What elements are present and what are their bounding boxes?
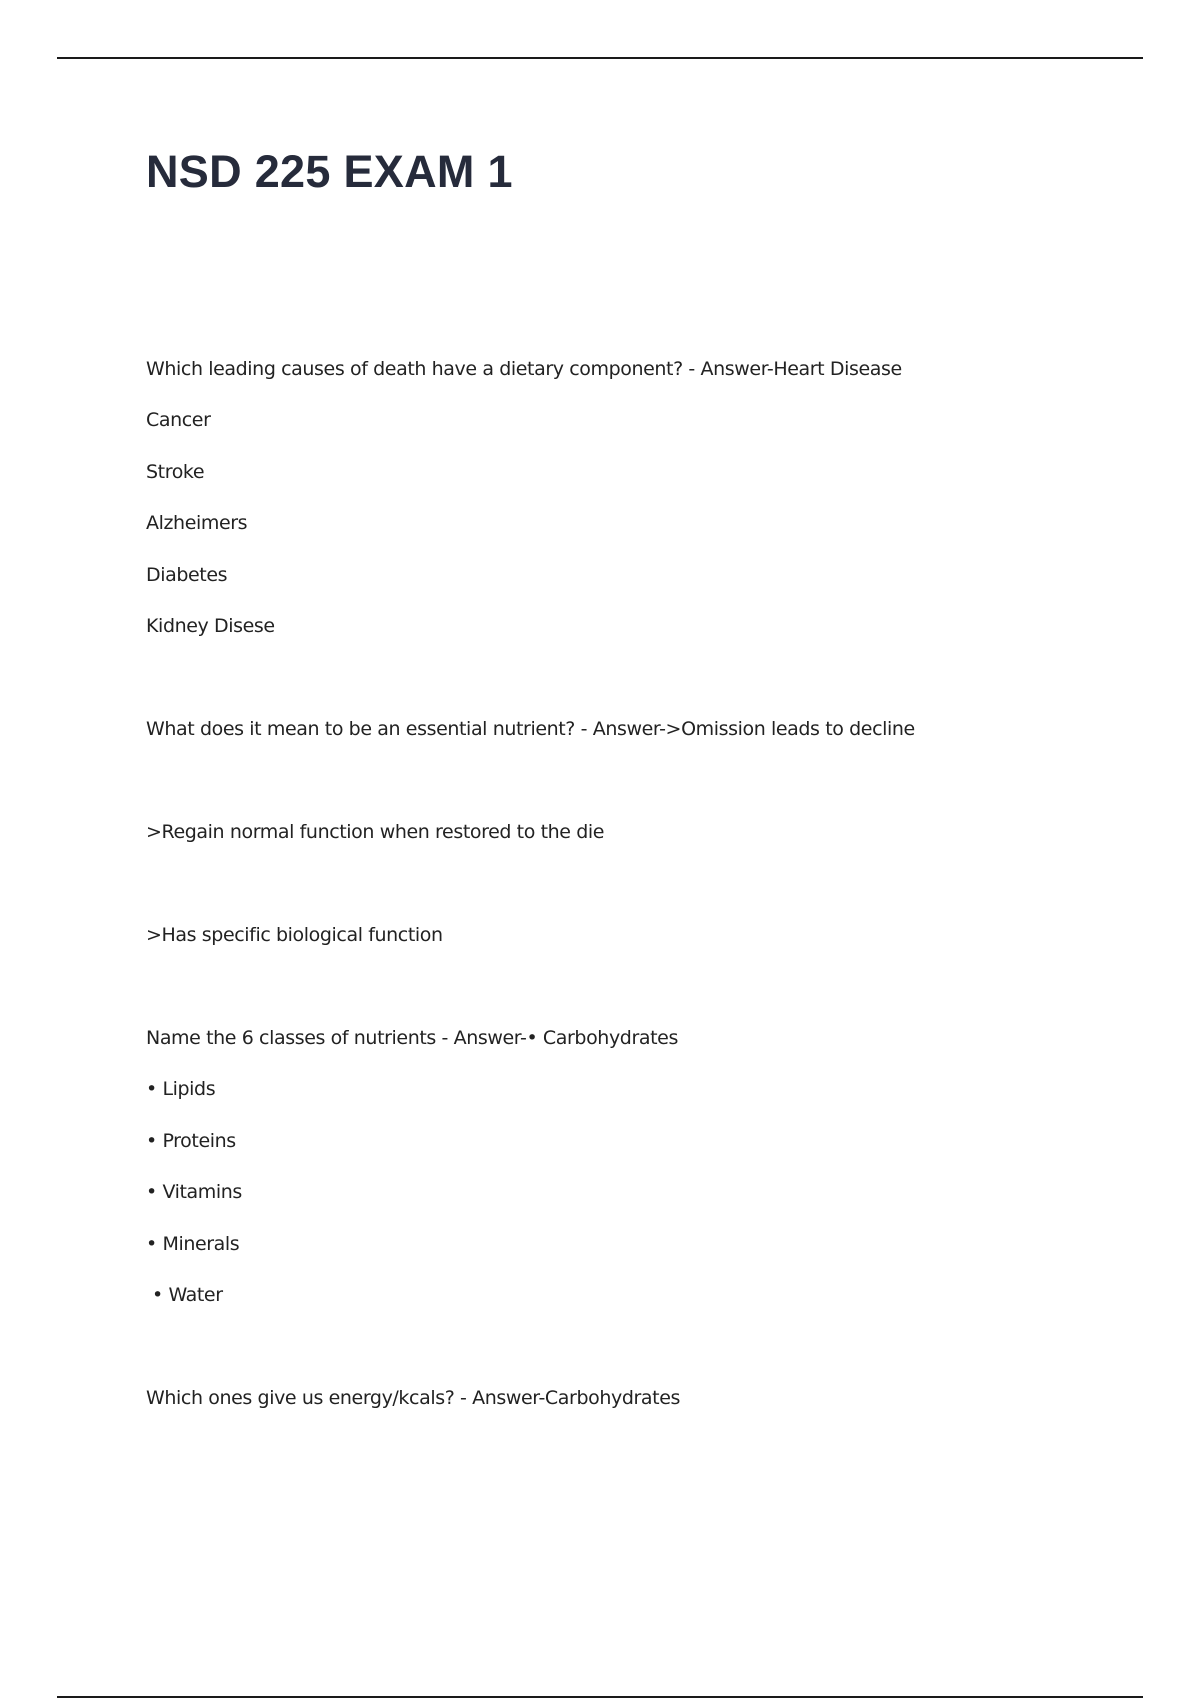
answer-line-diabetes: Diabetes bbox=[146, 564, 228, 586]
list-item-vitamins: • Vitamins bbox=[146, 1181, 242, 1203]
question-leading-causes: Which leading causes of death have a dietary component? - Answer-Heart Disease bbox=[146, 358, 902, 380]
question-nutrient-classes: Name the 6 classes of nutrients - Answer-• Carbohydrates bbox=[146, 1027, 678, 1049]
list-item-minerals: • Minerals bbox=[146, 1233, 240, 1255]
list-item-lipids: • Lipids bbox=[146, 1078, 216, 1100]
answer-line-kidney: Kidney Disese bbox=[146, 615, 275, 637]
bottom-rule bbox=[57, 1696, 1143, 1698]
top-rule bbox=[57, 57, 1143, 59]
document-title: NSD 225 EXAM 1 bbox=[146, 146, 513, 197]
answer-line-cancer: Cancer bbox=[146, 409, 211, 431]
question-energy: Which ones give us energy/kcals? - Answer-Carbohydrates bbox=[146, 1387, 680, 1409]
answer-line-regain: >Regain normal function when restored to the die bbox=[146, 821, 605, 843]
answer-line-alzheimers: Alzheimers bbox=[146, 512, 248, 534]
answer-line-stroke: Stroke bbox=[146, 461, 205, 483]
question-essential-nutrient: What does it mean to be an essential nutrient? - Answer->Omission leads to decline bbox=[146, 718, 915, 740]
list-item-water: • Water bbox=[152, 1284, 223, 1306]
answer-line-biological: >Has specific biological function bbox=[146, 924, 443, 946]
list-item-proteins: • Proteins bbox=[146, 1130, 236, 1152]
